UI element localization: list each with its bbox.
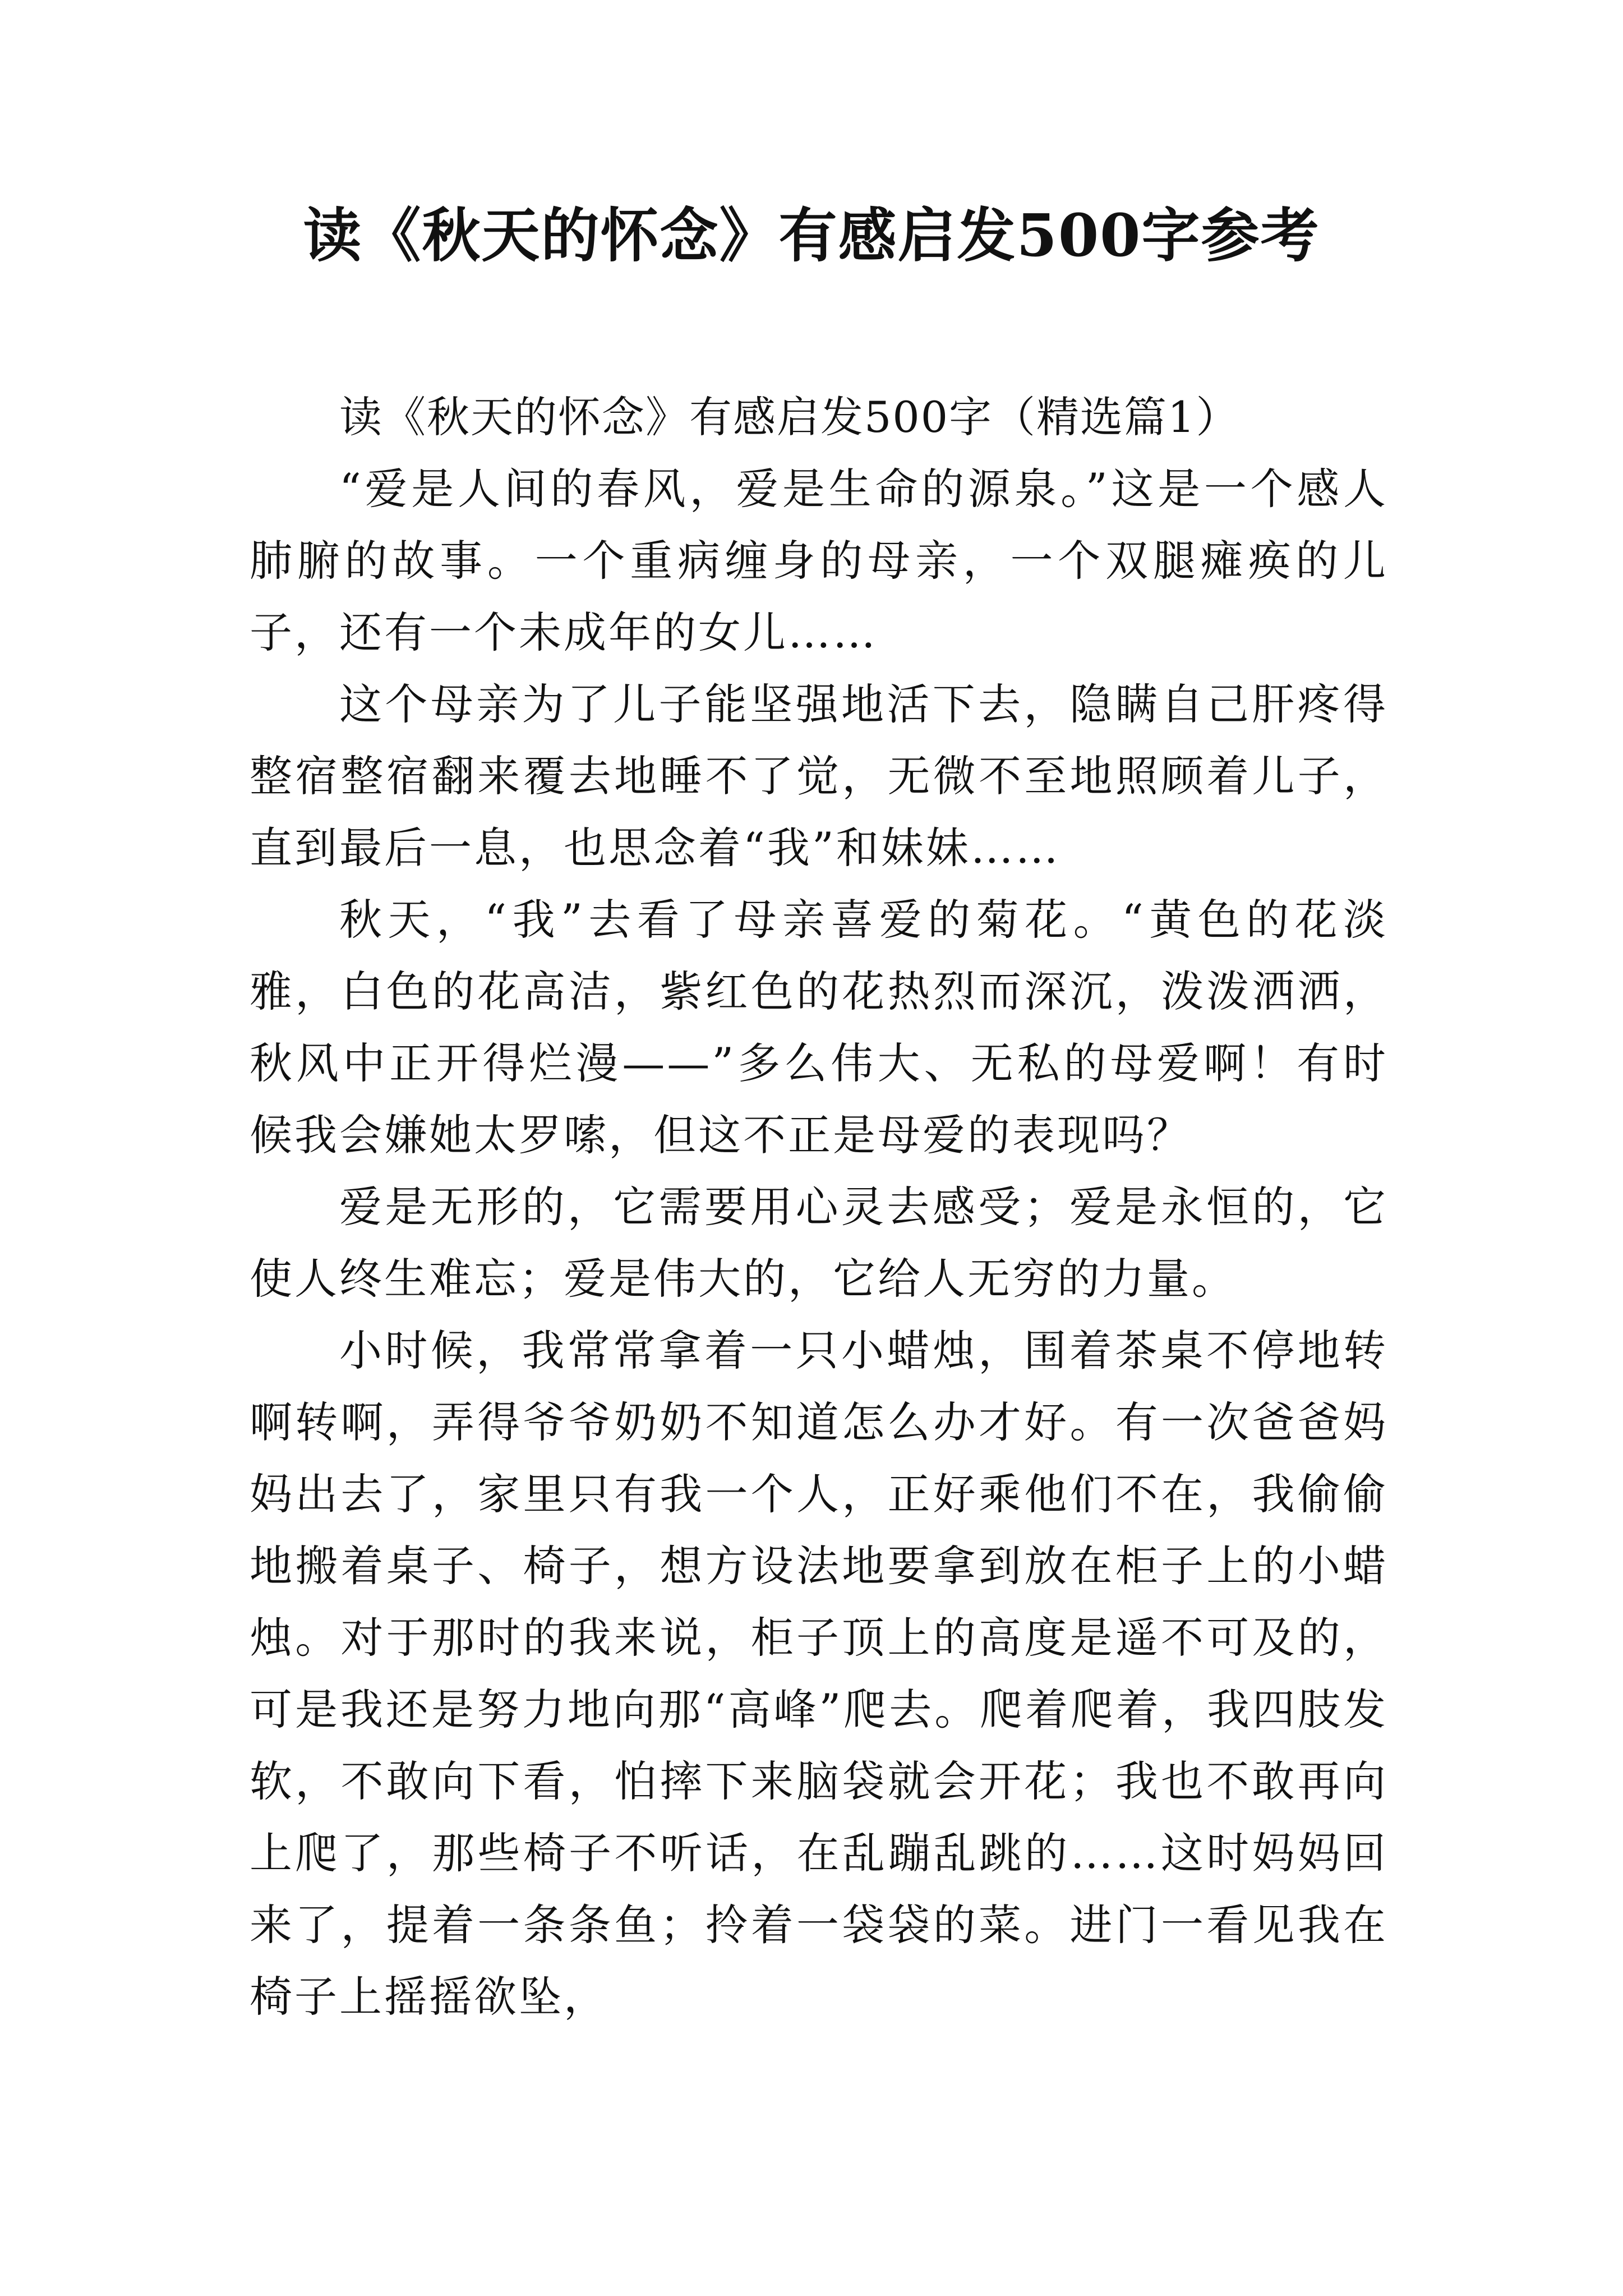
paragraph: 这个母亲为了儿子能坚强地活下去，隐瞒自己肝疼得整宿整宿翻来覆去地睡不了觉，无微不至地照顾着儿子，直到最后一息，也思念着“我”和妹妹…… <box>250 679 1388 873</box>
document-body <box>250 381 1388 2033</box>
paragraph: 小时候，我常常拿着一只小蜡烛，围着茶桌不停地转啊转啊，弄得爷爷奶奶不知道怎么办才好。有一次爸爸妈妈出去了，家里只有我一个人，正好乘他们不在，我偷偷地搬着桌子、椅子，想方设法地要拿到放在柜子上的小蜡烛。对于那时的我来说，柜子顶上的高度是遥不可及的，可是我还是努力地向那“高峰”爬去。爬着爬着，我四肢发软，不敢向下看，怕摔下来脑袋就会开花；我也不敢再向上爬了，那些椅子不听话，在乱蹦乱跳的……这时妈妈回来了，提着一条条鱼；拎着一袋袋的菜。进门一看见我在椅子上摇摇欲坠， <box>250 1326 1388 2022</box>
section-heading: 读《秋天的怀念》有感启发500字（精选篇1） <box>339 392 1240 442</box>
document-title: 读《秋天的怀念》有感启发500字参考 <box>303 201 1320 270</box>
paragraph: “爱是人间的春风，爱是生命的源泉。”这是一个感人肺腑的故事。一个重病缠身的母亲，一个双腿瘫痪的儿子，还有一个未成年的女儿…… <box>250 464 1388 657</box>
paragraph: 秋天，“我”去看了母亲喜爱的菊花。“黄色的花淡雅，白色的花高洁，紫红色的花热烈而深沉，泼泼洒洒，秋风中正开得烂漫——”多么伟大、无私的母爱啊！有时候我会嫌她太罗嗦，但这不正是母爱的表现吗？ <box>250 895 1388 1160</box>
paragraph: 爱是无形的，它需要用心灵去感受；爱是永恒的，它使人终生难忘；爱是伟大的，它给人无穷的力量。 <box>250 1182 1388 1304</box>
